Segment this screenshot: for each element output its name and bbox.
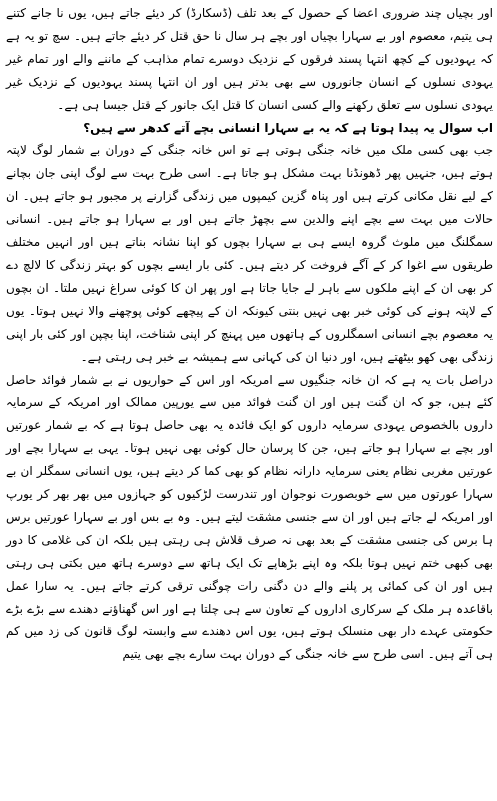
paragraph-civil-war: جب بھی کسی ملک میں خانہ جنگی ہوتی ہے تو اس خانہ جنگی کے دوران بے شمار لوگ لاپتہ ہوتے ہیں، جنہیں پھر ڈھونڈنا بہت مشکل ہو جاتا ہے۔ اسی طرح بہت سے لوگ اپنی جان بچانے کے لیے نقل مکانی کرتے ہیں اور پناہ گزین کیمپوں میں زندگی گزارنے پر مجبور ہو جاتے ہیں۔ ان حالات میں بہت سے بچے اپنے والدین سے بچھڑ جاتے ہیں اور بے سہارا ہو جاتے ہیں۔ انسانی سمگلنگ میں ملوث گروہ ایسے ہی بے سہارا بچوں کو اپنا نشانہ بناتے ہیں اور انہیں مختلف طریقوں سے اغوا کر کے آگے فروخت کر دیتے ہیں۔ کئی بار ایسے بچوں کو بہتر زندگی کا لالچ دے کر بھی ان کے اپنے ملکوں سے باہر لے جایا جاتا ہے اور پھر ان کا کوئی سراغ نہیں ملتا۔ ان بچوں کے لاپتہ ہونے کی کوئی خبر بھی نہیں بنتی کیونکہ ان کے پیچھے کوئی پوچھنے والا نہیں ہوتا۔ یوں یہ معصوم بچے انسانی اسمگلروں کے ہاتھوں میں پہنچ کر اپنی شناخت، اپنا بچپن اور کئی بار اپنی زندگی بھی کھو بیٹھتے ہیں، اور دنیا ان کی کہانی سے ہمیشہ بے خبر ہی رہتی ہے۔ xyxy=(6,143,493,364)
paragraph-organ-harvesting: اور بچیاں چند ضروری اعضا کے حصول کے بعد تلف (ڈسکارڈ) کر دیئے جاتے ہیں، یوں نا جانے کتنے ہی یتیم، معصوم اور بے سہارا بچیاں اور بچے ہر سال نا حق قتل کر دیئے جاتے ہیں۔ سچ تو یہ ہے کہ یہودیوں کے کچھ انتہا پسند فرقوں کے نزدیک دوسرے تمام مذاہب کے ماننے والے اور تمام غیر یہودی نسلوں کے انسان جانوروں سے بھی بدتر ہیں اور ان انتہا پسند یہودیوں کے نزدیک غیر یہودی نسلوں سے تعلق رکھنے والے کسی انسان کا قتل ایک جانور کے قتل جیسا ہی ہے۔ xyxy=(6,6,493,112)
question-heading: اب سوال یہ پیدا ہوتا ہے کہ یہ بے سہارا انسانی بچے آتے کدھر سے ہیں؟ xyxy=(83,120,493,135)
paragraph-human-trafficking: دراصل بات یہ ہے کہ ان خانہ جنگیوں سے امریکہ اور اس کے حواریوں نے بے شمار فوائد حاصل کئے ہیں، جو کہ ان گنت ہیں اور ان گنت فوائد میں سے یورپین ممالک اور امریکہ کے سرمایہ داروں بالخصوص یہودی سرمایہ داروں کو ایک فائدہ یہ بھی حاصل ہوتا ہے کہ بے شمار عورتیں اور بچے بے سہارا ہو جاتے ہیں، جن کا پرسان حال کوئی بھی نہیں ہوتا۔ یہی بے سہارا بچے اور عورتیں مغربی نظام یعنی سرمایہ دارانہ نظام کو بھی کما کر دیتے ہیں، یوں انسانی سمگلر ان بے سہارا عورتوں میں سے خوبصورت نوجوان اور تندرست لڑکیوں کو جہازوں میں بھر بھر کر یورپ اور امریکہ لے جاتے ہیں اور ان سے جنسی مشقت لیتے ہیں۔ وہ بے بس اور بے سہارا عورتیں برس ہا برس کی جنسی مشقت کے بعد بھی نہ صرف قلاش ہی رہتی ہیں بلکہ ان کی غلامی کا دور بھی کبھی ختم نہیں ہوتا بلکہ وہ اپنے بڑھاپے تک ایک ہاتھ سے دوسرے ہاتھ میں بکتی ہی رہتی ہیں اور ان کی کمائی پر پلنے والے دن دگنی رات چوگنی ترقی کرتے جاتے ہیں۔ یہ سارا عمل باقاعدہ ہر ملک کے سرکاری اداروں کے تعاون سے ہی چلتا ہے اور اس گھناؤنے دھندے سے بڑے بڑے حکومتی عہدے دار بھی منسلک ہوتے ہیں، یوں اس دھندے سے وابستہ لوگ قانون کی زد میں کم ہی آتے ہیں۔ اسی طرح سے خانہ جنگی کے دوران بہت سارے بچے بھی یتیم xyxy=(6,372,493,662)
urdu-article xyxy=(6,2,493,666)
